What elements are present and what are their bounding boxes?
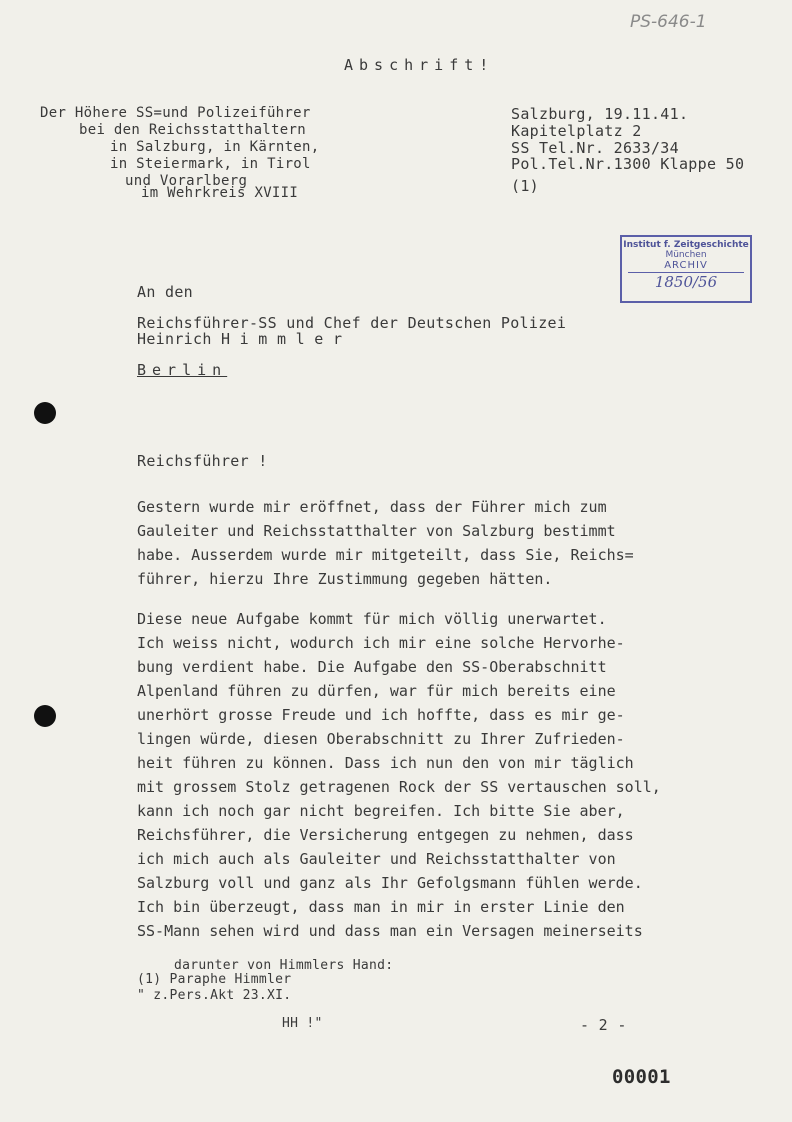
text-line: habe. Ausserdem wurde mir mitgeteilt, dass Sie, Reichs= — [137, 546, 634, 564]
page-marker: - 2 - — [580, 1016, 627, 1034]
sender-line: und Vorarlberg — [125, 173, 248, 189]
text-line: mit grossem Stolz getragenen Rock der SS vertauschen soll, — [137, 778, 661, 796]
stamp-city: München — [665, 250, 707, 260]
punch-hole — [34, 402, 56, 424]
footnote-line: darunter von Himmlers Hand: — [174, 958, 394, 973]
stamp-institute: Institut f. Zeitgeschichte — [623, 240, 749, 250]
stamp-archive: ARCHIV — [664, 260, 708, 271]
text-line: führer, hierzu Ihre Zustimmung gegeben hätten. — [137, 570, 553, 588]
text-line: kann ich noch gar nicht begreifen. Ich bitte Sie aber, — [137, 802, 625, 820]
recipient-line: Reichsführer-SS und Chef der Deutschen Polizei — [137, 314, 567, 332]
recipient-an-den: An den — [137, 283, 193, 301]
text-line: unerhört grosse Freude und ich hoffte, dass es mir ge- — [137, 706, 625, 724]
footnote-line: (1) Paraphe Himmler — [137, 972, 292, 987]
archive-stamp — [620, 235, 752, 303]
recipient-city: Berlin — [137, 361, 228, 379]
text-line: Gestern wurde mir eröffnet, dass der Führer mich zum — [137, 498, 607, 516]
place-date-line: Pol.Tel.Nr.1300 Klappe 50 — [511, 155, 745, 173]
text-line: Reichsführer, die Versicherung entgegen zu nehmen, dass — [137, 826, 634, 844]
sender-line: in Steiermark, in Tirol — [110, 156, 311, 172]
text-line: Gauleiter und Reichsstatthalter von Salzburg bestimmt — [137, 522, 616, 540]
archive-reference: PS-646-1 — [630, 12, 707, 32]
sender-line: im Wehrkreis XVIII — [141, 185, 299, 201]
sender-line: bei den Reichsstatthaltern — [79, 122, 306, 138]
stamp-number: 1850/56 — [628, 272, 744, 291]
text-line: SS-Mann sehen wird und dass man ein Versagen meinerseits — [137, 922, 643, 940]
recipient-name: Heinrich H i m m l e r — [137, 330, 343, 348]
footnote-line: " z.Pers.Akt 23.XI. — [137, 988, 292, 1003]
place-date-line: (1) — [511, 177, 539, 195]
text-line: Ich bin überzeugt, dass man in mir in erster Linie den — [137, 898, 625, 916]
text-line: Alpenland führen zu dürfen, war für mich bereits eine — [137, 682, 616, 700]
text-line: Ich weiss nicht, wodurch ich mir eine solche Hervorhe- — [137, 634, 625, 652]
text-line: bung verdient habe. Die Aufgabe den SS-Oberabschnitt — [137, 658, 607, 676]
sender-line: in Salzburg, in Kärnten, — [110, 139, 320, 155]
place-date-line: Salzburg, 19.11.41. — [511, 105, 689, 123]
text-line: Diese neue Aufgabe kommt für mich völlig unerwartet. — [137, 610, 607, 628]
sender-line: Der Höhere SS=und Polizeiführer — [40, 105, 311, 121]
salutation: Reichsführer ! — [137, 452, 268, 470]
place-date-line: Kapitelplatz 2 — [511, 122, 642, 140]
document-number: 00001 — [612, 1066, 671, 1088]
footnote-line: HH !" — [282, 1016, 323, 1031]
text-line: Salzburg voll und ganz als Ihr Gefolgsmann fühlen werde. — [137, 874, 643, 892]
text-line: lingen würde, diesen Oberabschnitt zu Ihrer Zufrieden- — [137, 730, 625, 748]
punch-hole — [34, 705, 56, 727]
text-line: heit führen zu können. Dass ich nun den von mir täglich — [137, 754, 634, 772]
document-heading: Abschrift! — [344, 56, 495, 74]
text-line: ich mich auch als Gauleiter und Reichsstatthalter von — [137, 850, 616, 868]
place-date-line: SS Tel.Nr. 2633/34 — [511, 139, 679, 157]
